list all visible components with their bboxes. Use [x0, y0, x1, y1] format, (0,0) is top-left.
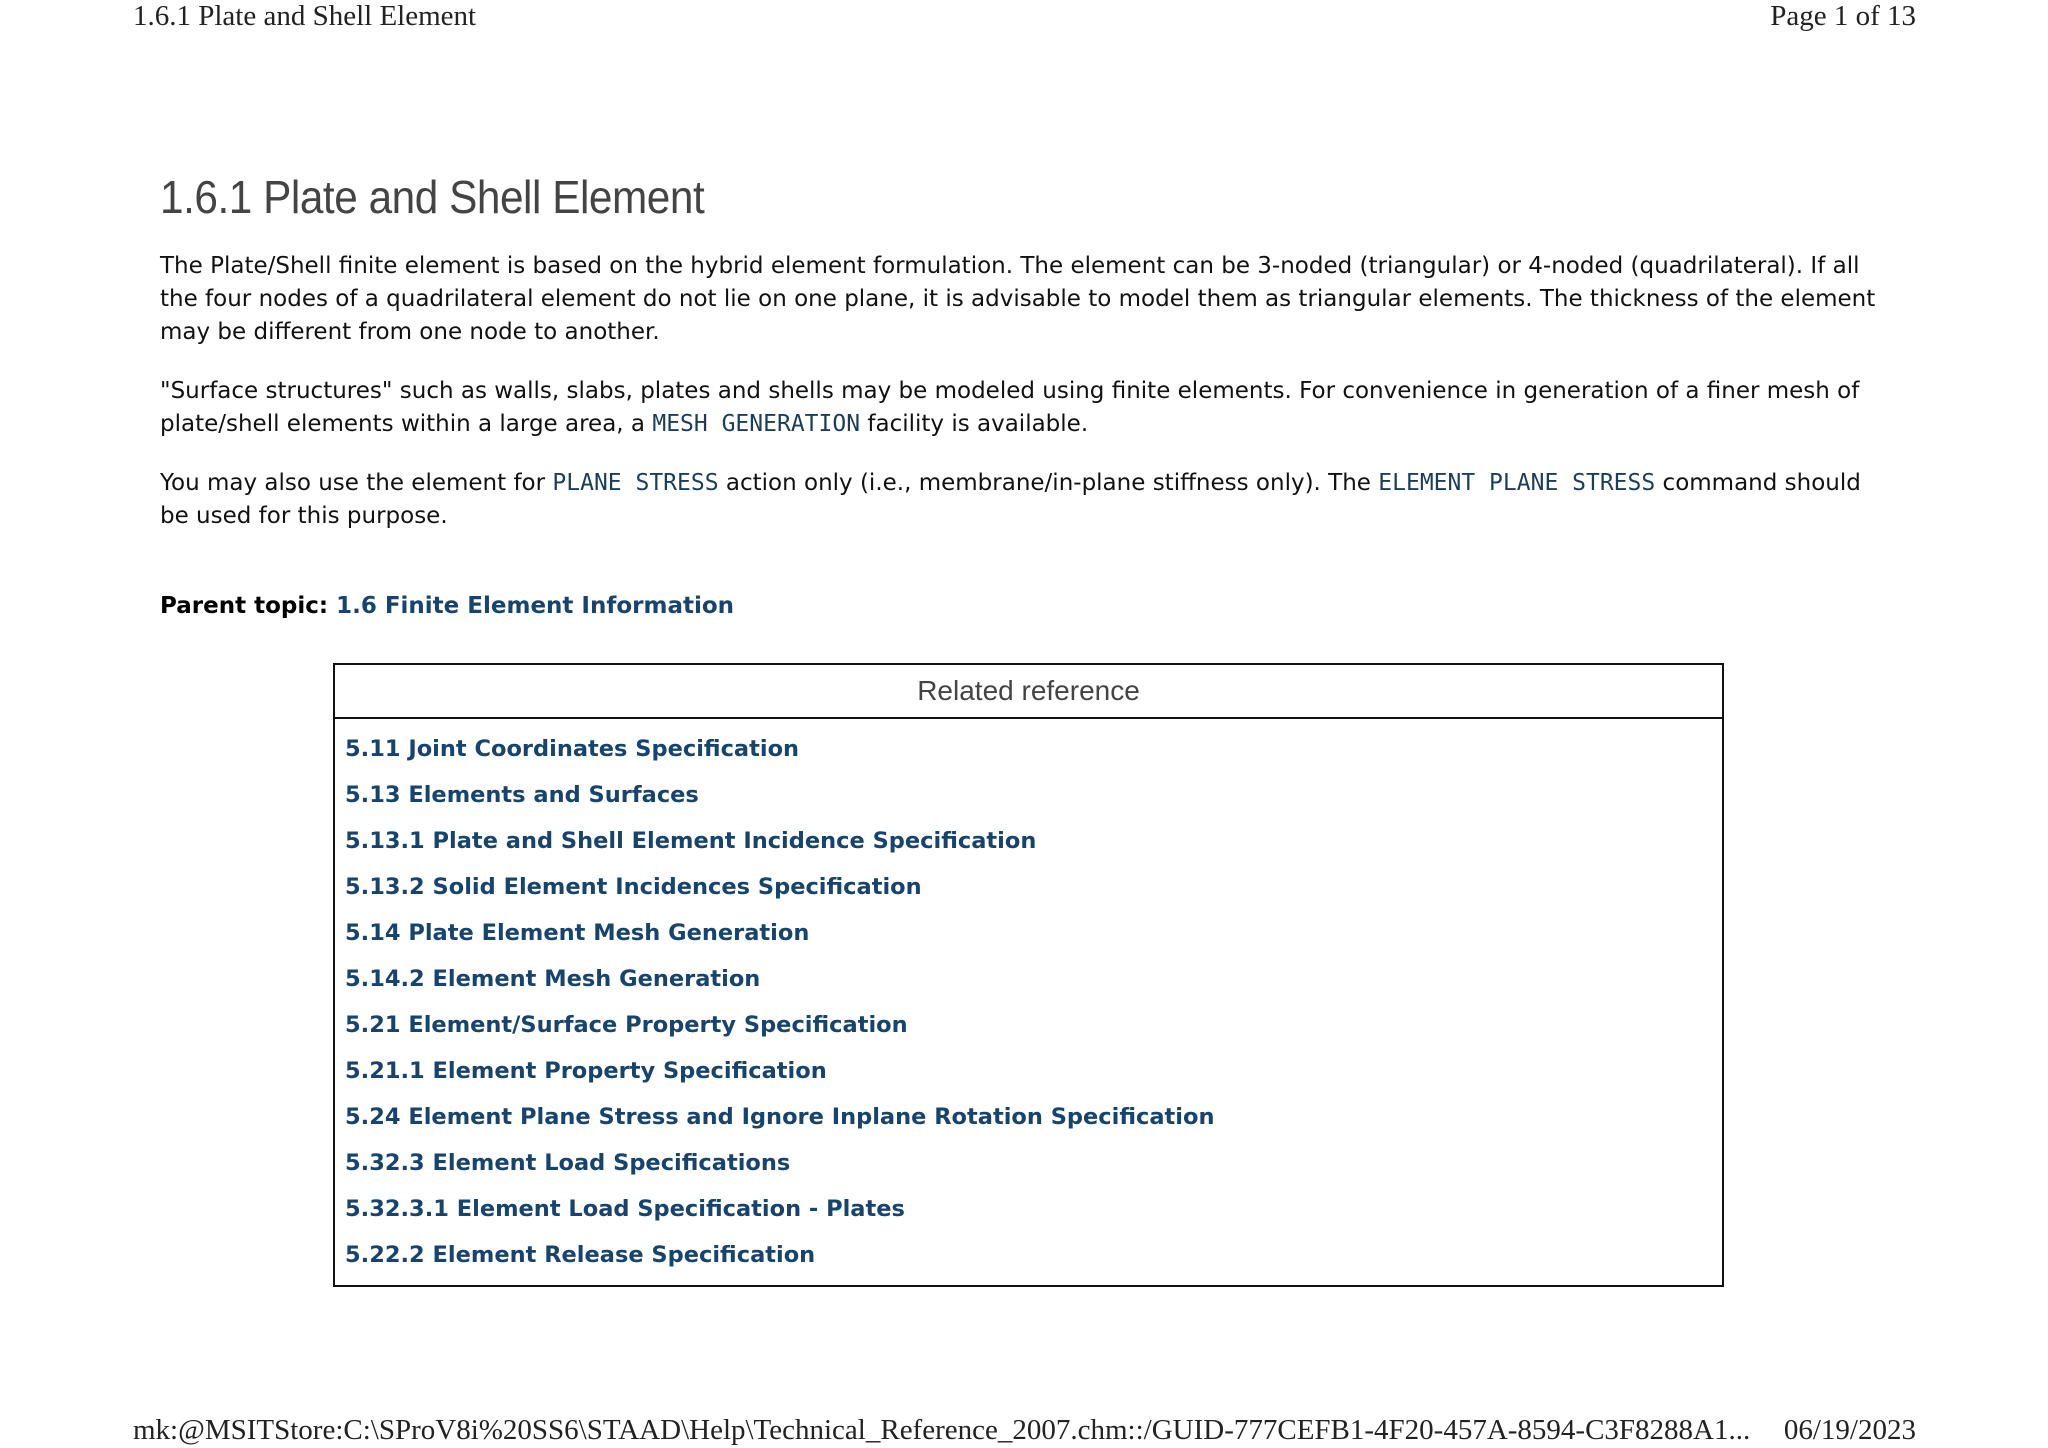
print-footer [133, 1414, 1916, 1448]
related-link-plate-mesh-generation[interactable]: 5.14 Plate Element Mesh Generation [345, 920, 810, 946]
related-link-plane-stress-spec[interactable]: 5.24 Element Plane Stress and Ignore Inplane Rotation Specification [345, 1104, 1215, 1130]
related-link-joint-coordinates[interactable]: 5.11 Joint Coordinates Specification [345, 736, 800, 762]
print-header-title: 1.6.1 Plate and Shell Element [133, 0, 477, 32]
paragraph-text: action only (i.e., membrane/in-plane stiffness only). The [718, 470, 1379, 496]
article-content [160, 170, 1880, 619]
related-link-plate-shell-incidence[interactable]: 5.13.1 Plate and Shell Element Incidence Specification [345, 828, 1037, 854]
parent-topic [160, 593, 1880, 619]
paragraph-intro: The Plate/Shell finite element is based on the hybrid element formulation. The element can be 3-noded (triangular) or 4-noded (quadrilateral). If all the four nodes of a quadrilateral element do not lie on one plane, it is advisable to model them as triangular elements. The thickness of the element may be different from one node to another. [160, 253, 1876, 345]
paragraph-text: facility is available. [860, 411, 1089, 437]
related-link-element-property[interactable]: 5.21.1 Element Property Specification [345, 1058, 827, 1084]
paragraph-text: You may also use the element for [160, 470, 553, 496]
related-reference-table [333, 663, 1724, 1287]
code-mesh-generation: MESH GENERATION [652, 411, 861, 437]
paragraph-text: command should be used for this purpose. [160, 470, 1861, 529]
parent-topic-link[interactable]: 1.6 Finite Element Information [336, 593, 735, 619]
print-footer-date: 06/19/2023 [1783, 1414, 1916, 1446]
related-link-surface-property[interactable]: 5.21 Element/Surface Property Specification [345, 1012, 908, 1038]
paragraph-text: "Surface structures" such as walls, slabs, plates and shells may be modeled using finite elements. For convenience in generation of a finer mesh of plate/shell elements within a large area, a [160, 378, 1860, 437]
related-link-element-load-plates[interactable]: 5.32.3.1 Element Load Specification - Plates [345, 1196, 905, 1222]
related-link-element-mesh-generation[interactable]: 5.14.2 Element Mesh Generation [345, 966, 761, 992]
related-link-element-load[interactable]: 5.32.3 Element Load Specifications [345, 1150, 791, 1176]
page-title: 1.6.1 Plate and Shell Element [160, 171, 705, 223]
related-link-elements-and-surfaces[interactable]: 5.13 Elements and Surfaces [345, 782, 699, 808]
code-plane-stress: PLANE STRESS [552, 470, 719, 496]
print-footer-url: mk:@MSITStore:C:\SProV8i%20SS6\STAAD\Help\Technical_Reference_2007.chm::/GUID-777CEFB1-4F20-457A-8594-C3F8288A1... [133, 1414, 1751, 1446]
related-reference-header: Related reference [335, 665, 1722, 719]
code-element-plane-stress: ELEMENT PLANE STRESS [1378, 470, 1656, 496]
paragraph-surface-structures [160, 375, 1880, 441]
related-reference-list [335, 719, 1722, 1281]
related-link-element-release[interactable]: 5.22.2 Element Release Specification [345, 1242, 816, 1268]
paragraph-plane-stress [160, 467, 1880, 533]
related-link-solid-incidences[interactable]: 5.13.2 Solid Element Incidences Specification [345, 874, 922, 900]
parent-topic-label: Parent topic: [160, 593, 329, 619]
print-header [133, 0, 1916, 36]
print-header-page-number: Page 1 of 13 [1770, 0, 1916, 32]
